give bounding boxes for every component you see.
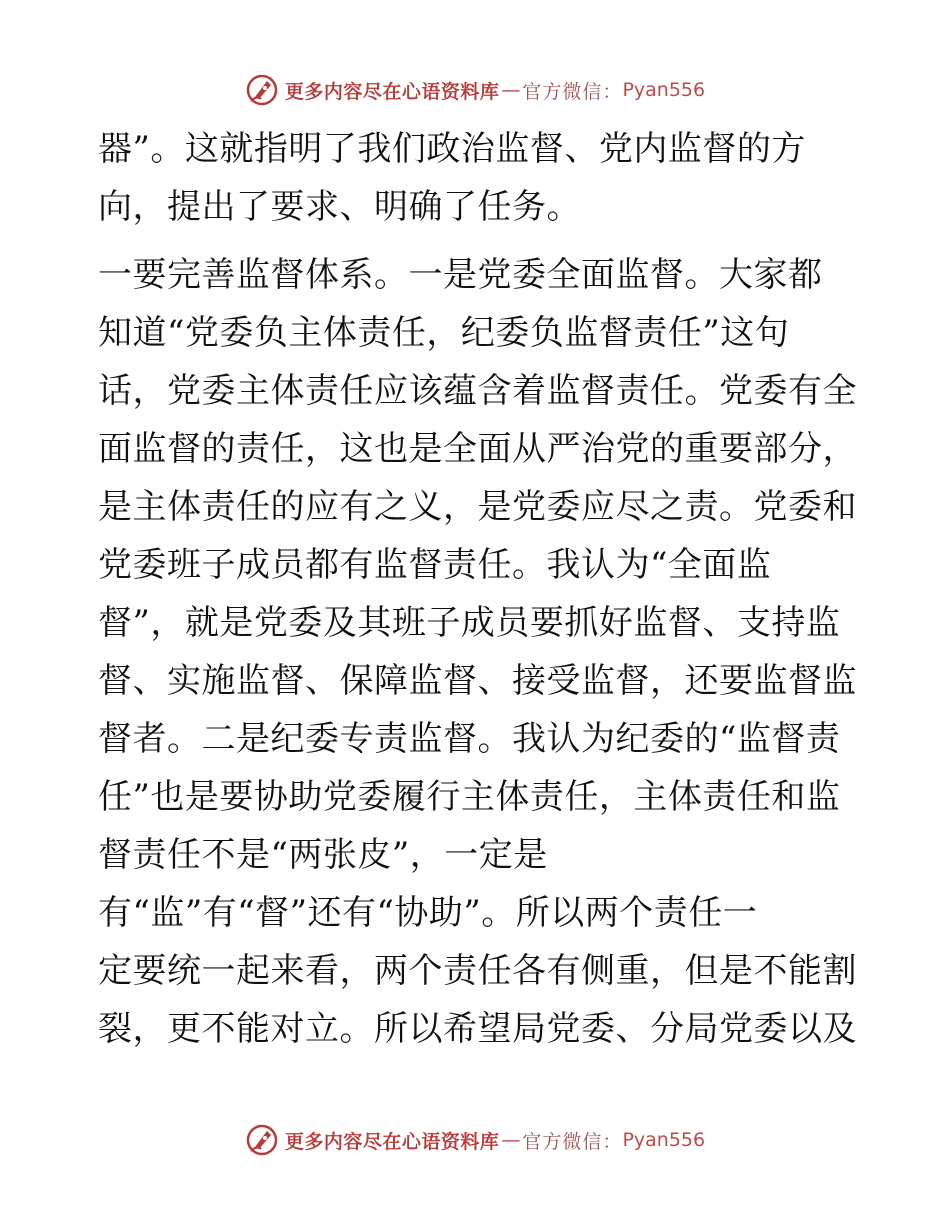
text-line: 督、实施监督、保障监督、接受监督，还要监督监 bbox=[98, 661, 857, 701]
text-line: 督责任不是“两张皮”，一定是 bbox=[98, 835, 548, 875]
text-line: 党委班子成员都有监督责任。我认为“全面监 bbox=[98, 545, 772, 585]
text-line: 定要统一起来看，两个责任各有侧重，但是不能割 bbox=[98, 951, 857, 991]
header-brand-text: 更多内容尽在心语资料库 bbox=[284, 80, 500, 103]
document-body bbox=[98, 120, 858, 1058]
header-contact-label: 官方微信： bbox=[522, 80, 623, 103]
header-contact-id: Pyan556 bbox=[622, 79, 706, 101]
text-line: 有“监”有“督”还有“协助”。所以两个责任一 bbox=[98, 893, 758, 933]
pen-nib-circle-icon bbox=[245, 73, 279, 107]
text-line: 器”。这就指明了我们政治监督、党内监督的方 bbox=[98, 129, 806, 169]
paragraph-2 bbox=[98, 246, 858, 1058]
footer-brand-text: 更多内容尽在心语资料库 bbox=[284, 1130, 500, 1153]
text-line: 知道“党委负主体责任，纪委负监督责任”这句 bbox=[98, 313, 790, 353]
header-banner bbox=[0, 70, 950, 110]
text-line: 任”也是要协助党委履行主体责任，主体责任和监 bbox=[98, 777, 841, 817]
footer-separator: — bbox=[501, 1129, 521, 1151]
text-line: 督”，就是党委及其班子成员要抓好监督、支持监 bbox=[98, 603, 841, 643]
footer-contact-id: Pyan556 bbox=[622, 1129, 706, 1151]
text-line: 话，党委主体责任应该蕴含着监督责任。党委有全 bbox=[98, 371, 857, 411]
text-line: 是主体责任的应有之义，是党委应尽之责。党委和 bbox=[98, 487, 857, 527]
text-line: 向，提出了要求、明确了任务。 bbox=[98, 187, 581, 227]
text-line: 面监督的责任，这也是全面从严治党的重要部分， bbox=[98, 429, 857, 469]
pen-nib-circle-icon bbox=[245, 1123, 279, 1157]
footer-contact-label: 官方微信： bbox=[522, 1130, 623, 1153]
header-separator: — bbox=[501, 79, 521, 101]
text-line: 一要完善监督体系。一是党委全面监督。大家都 bbox=[98, 255, 823, 295]
paragraph-1 bbox=[98, 120, 858, 236]
text-line: 裂，更不能对立。所以希望局党委、分局党委以及 bbox=[98, 1009, 857, 1049]
footer-banner bbox=[0, 1120, 950, 1160]
text-line: 督者。二是纪委专责监督。我认为纪委的“监督责 bbox=[98, 719, 841, 759]
